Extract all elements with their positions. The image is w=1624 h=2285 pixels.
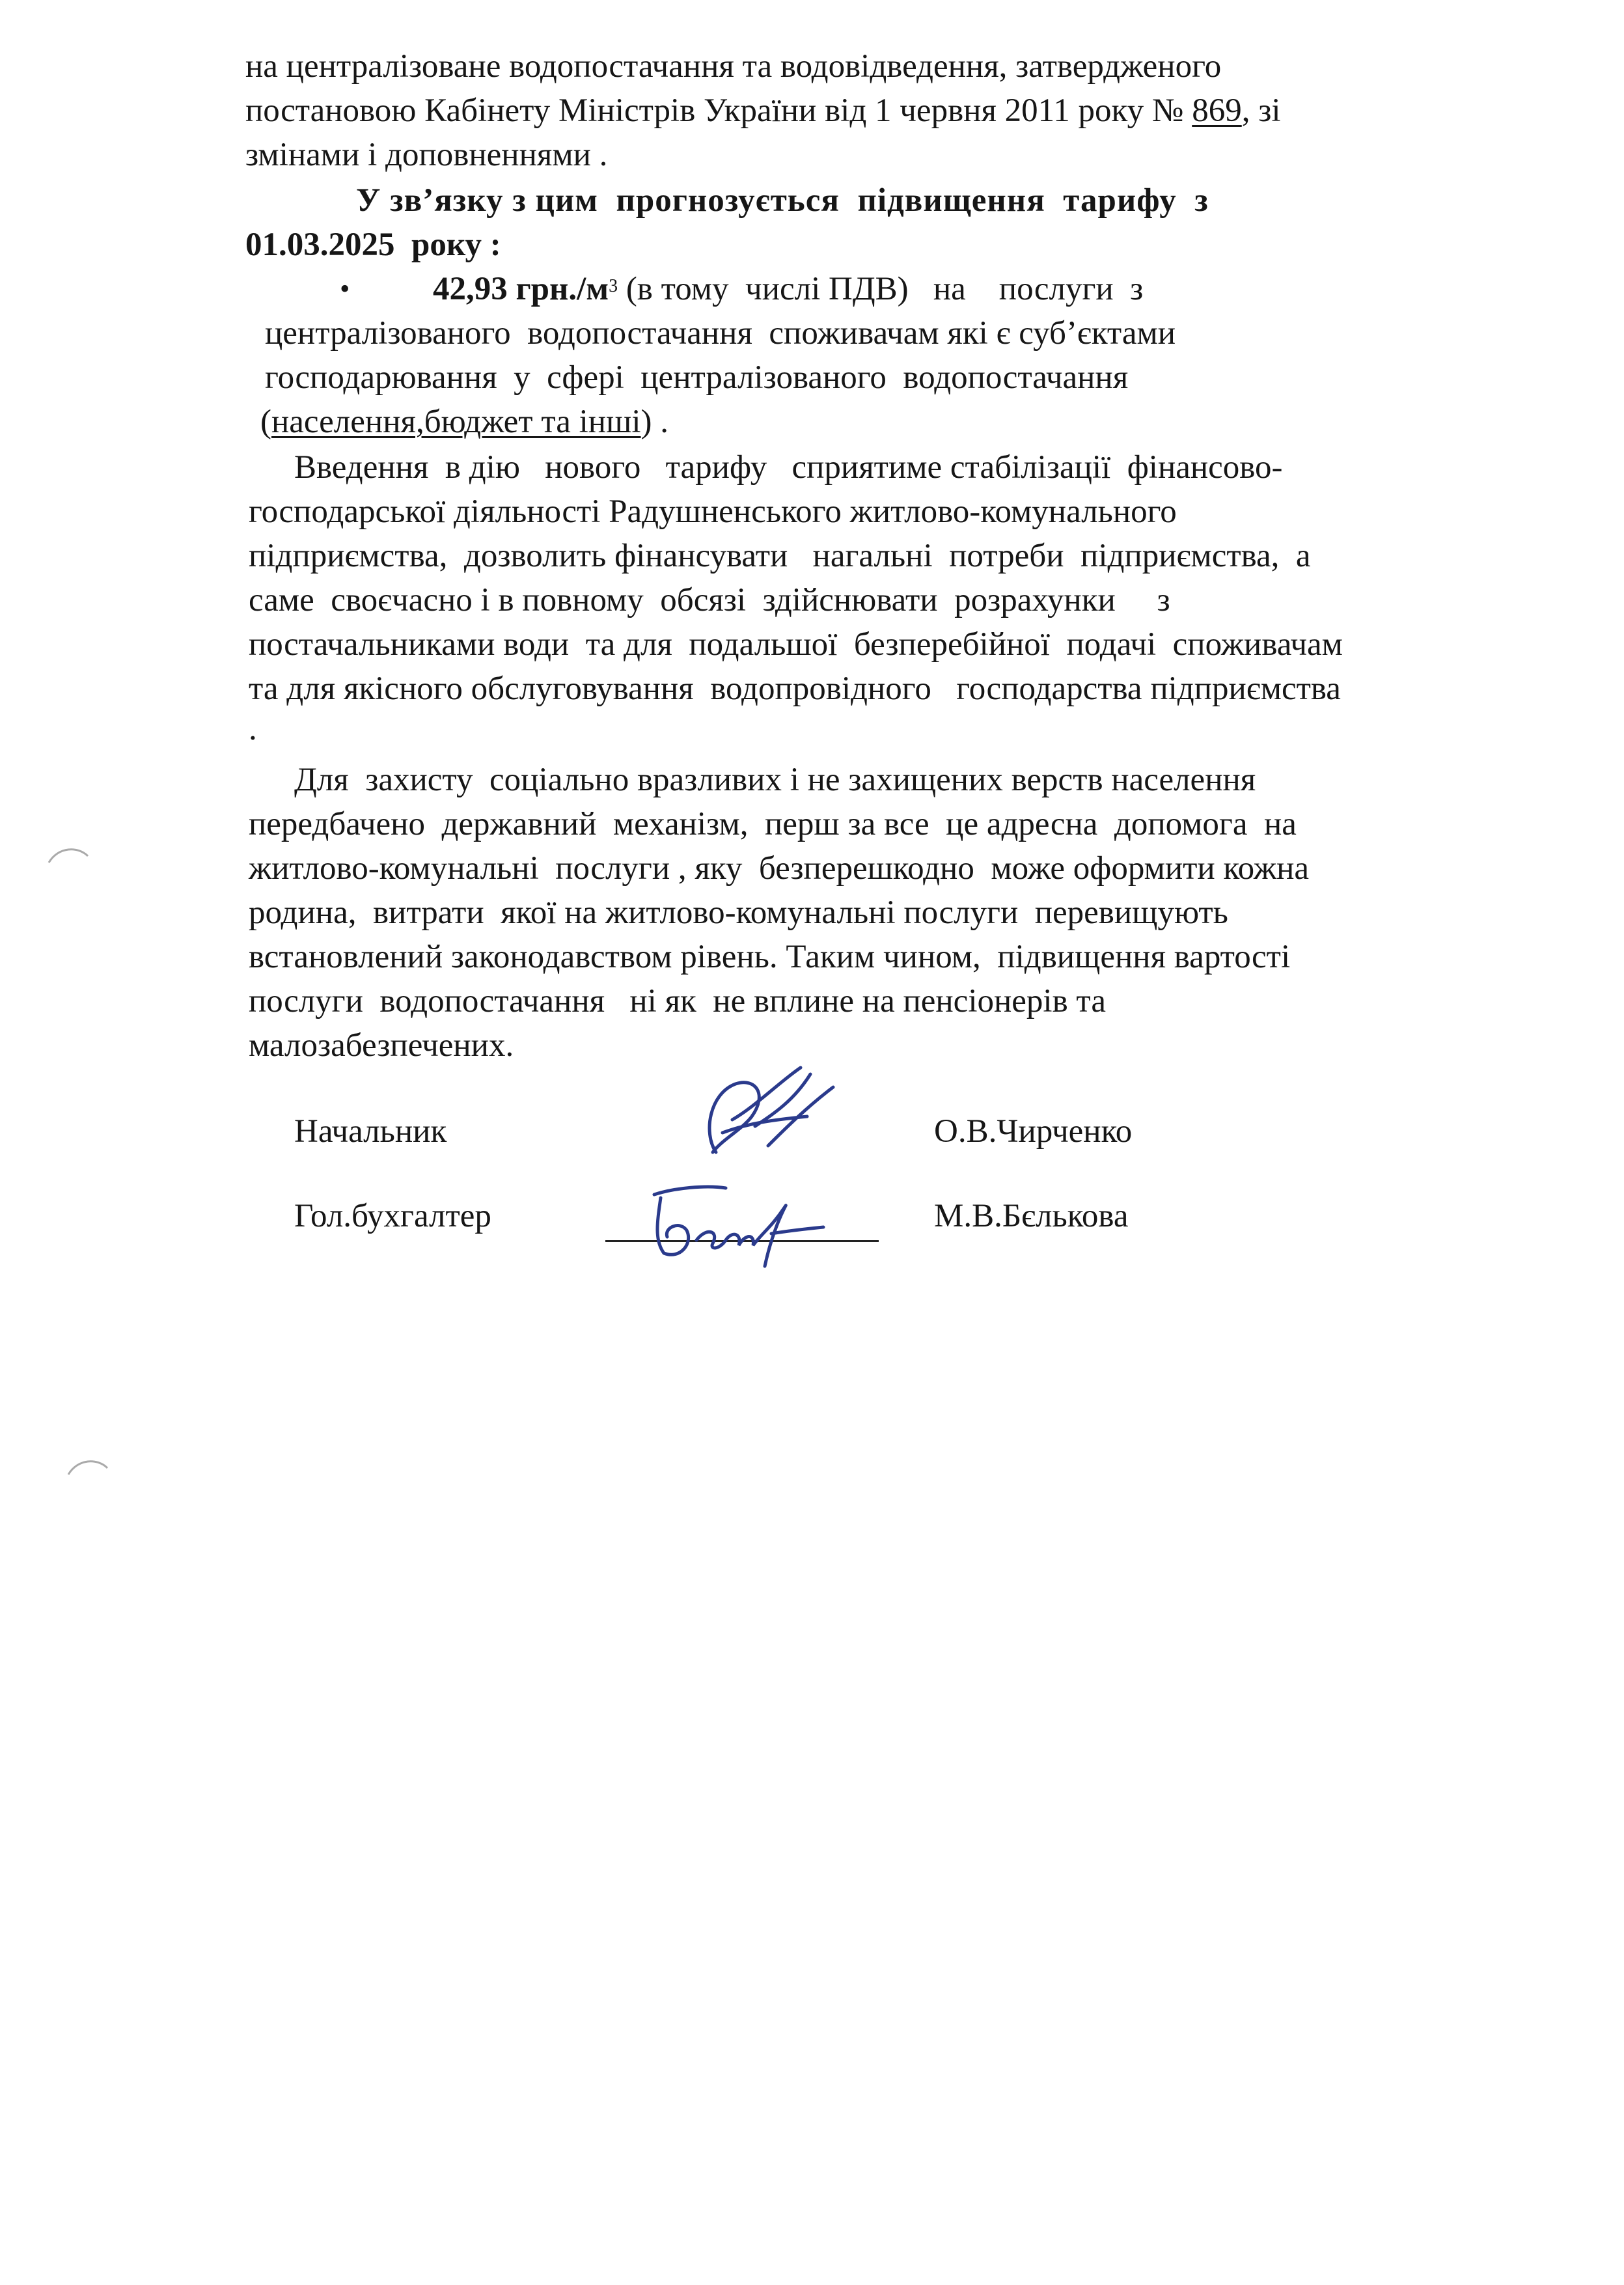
tariff-price: 42,93 грн./м [433, 271, 609, 307]
bullet-icon: • [340, 273, 350, 305]
tariff-unit-superscript: 3 [609, 276, 618, 296]
head-title: Начальник [294, 1113, 447, 1150]
intro-line-3: змінами і доповненнями . [245, 137, 608, 173]
effect-line-6: та для якісного обслуговування водопровідного господарства підприємства [249, 671, 1341, 707]
protection-line-4: родина, витрати якої на житлово-комунальні послуги перевищують [249, 894, 1228, 931]
effect-line-2: господарської діяльності Радушненського житлово-комунального [249, 493, 1177, 530]
effect-line-3: підприємства, дозволить фінансувати нагальні потреби підприємства, а [249, 538, 1311, 574]
protection-line-6: послуги водопостачання ні як не вплине на пенсіонерів та [249, 983, 1106, 1019]
accountant-title: Гол.бухгалтер [294, 1198, 491, 1234]
paren-close: ) . [640, 404, 669, 440]
paren-open: ( [260, 404, 271, 440]
forecast-heading-line-2: 01.03.2025 року : [245, 227, 501, 263]
protection-line-5: встановлений законодавством рівень. Таким чином, підвищення вартості [249, 939, 1291, 975]
intro-line-2-prefix: постановою Кабінету Міністрів України від 1 червня 2011 року № [245, 92, 1192, 129]
effect-line-5: постачальниками води та для подальшої безперебійної подачі споживачам [249, 626, 1343, 663]
intro-line-2-suffix: , зі [1241, 92, 1281, 129]
punch-hole-mark-icon [65, 1452, 111, 1478]
intro-line-2 [245, 91, 1281, 130]
protection-line-3: житлово-комунальні послуги , яку безперешкодно може оформити кожна [249, 850, 1310, 887]
intro-line-1: на централізоване водопостачання та водовідведення, затвердженого [245, 48, 1222, 85]
head-name: О.В.Чирченко [934, 1113, 1133, 1150]
resolution-number: 869 [1192, 92, 1242, 129]
punch-hole-mark-icon [46, 840, 91, 866]
protection-line-2: передбачено державний механізм, перш за все це адресна допомога на [249, 806, 1297, 842]
tariff-line-1 [433, 270, 1143, 309]
accountant-name: М.В.Бєлькова [934, 1198, 1129, 1234]
effect-line-7: . [249, 711, 257, 747]
protection-line-1: Для захисту соціально вразливих і не захищених верств населення [294, 762, 1256, 798]
effect-line-4: саме своєчасно і в повному обсязі здійснювати розрахунки з [249, 582, 1170, 618]
effect-line-1: Введення в дію нового тарифу сприятиме стабілізації фінансово- [294, 449, 1283, 486]
tariff-line-3: господарювання у сфері централізованого водопостачання [265, 359, 1129, 396]
accountant-signature-icon [635, 1169, 830, 1273]
tariff-line-2: централізованого водопостачання споживачам які є суб’єктами [265, 315, 1176, 352]
tariff-line-1-rest: (в тому числі ПДВ) на послуги з [618, 271, 1144, 307]
protection-line-7: малозабезпечених. [249, 1027, 514, 1064]
tariff-line-4 [260, 402, 668, 441]
head-signature-icon [677, 1055, 846, 1178]
consumer-categories: населення,бюджет та інші [271, 404, 641, 440]
forecast-heading-line-1: У зв’язку з цим прогнозується підвищення тарифу з [356, 182, 1209, 219]
